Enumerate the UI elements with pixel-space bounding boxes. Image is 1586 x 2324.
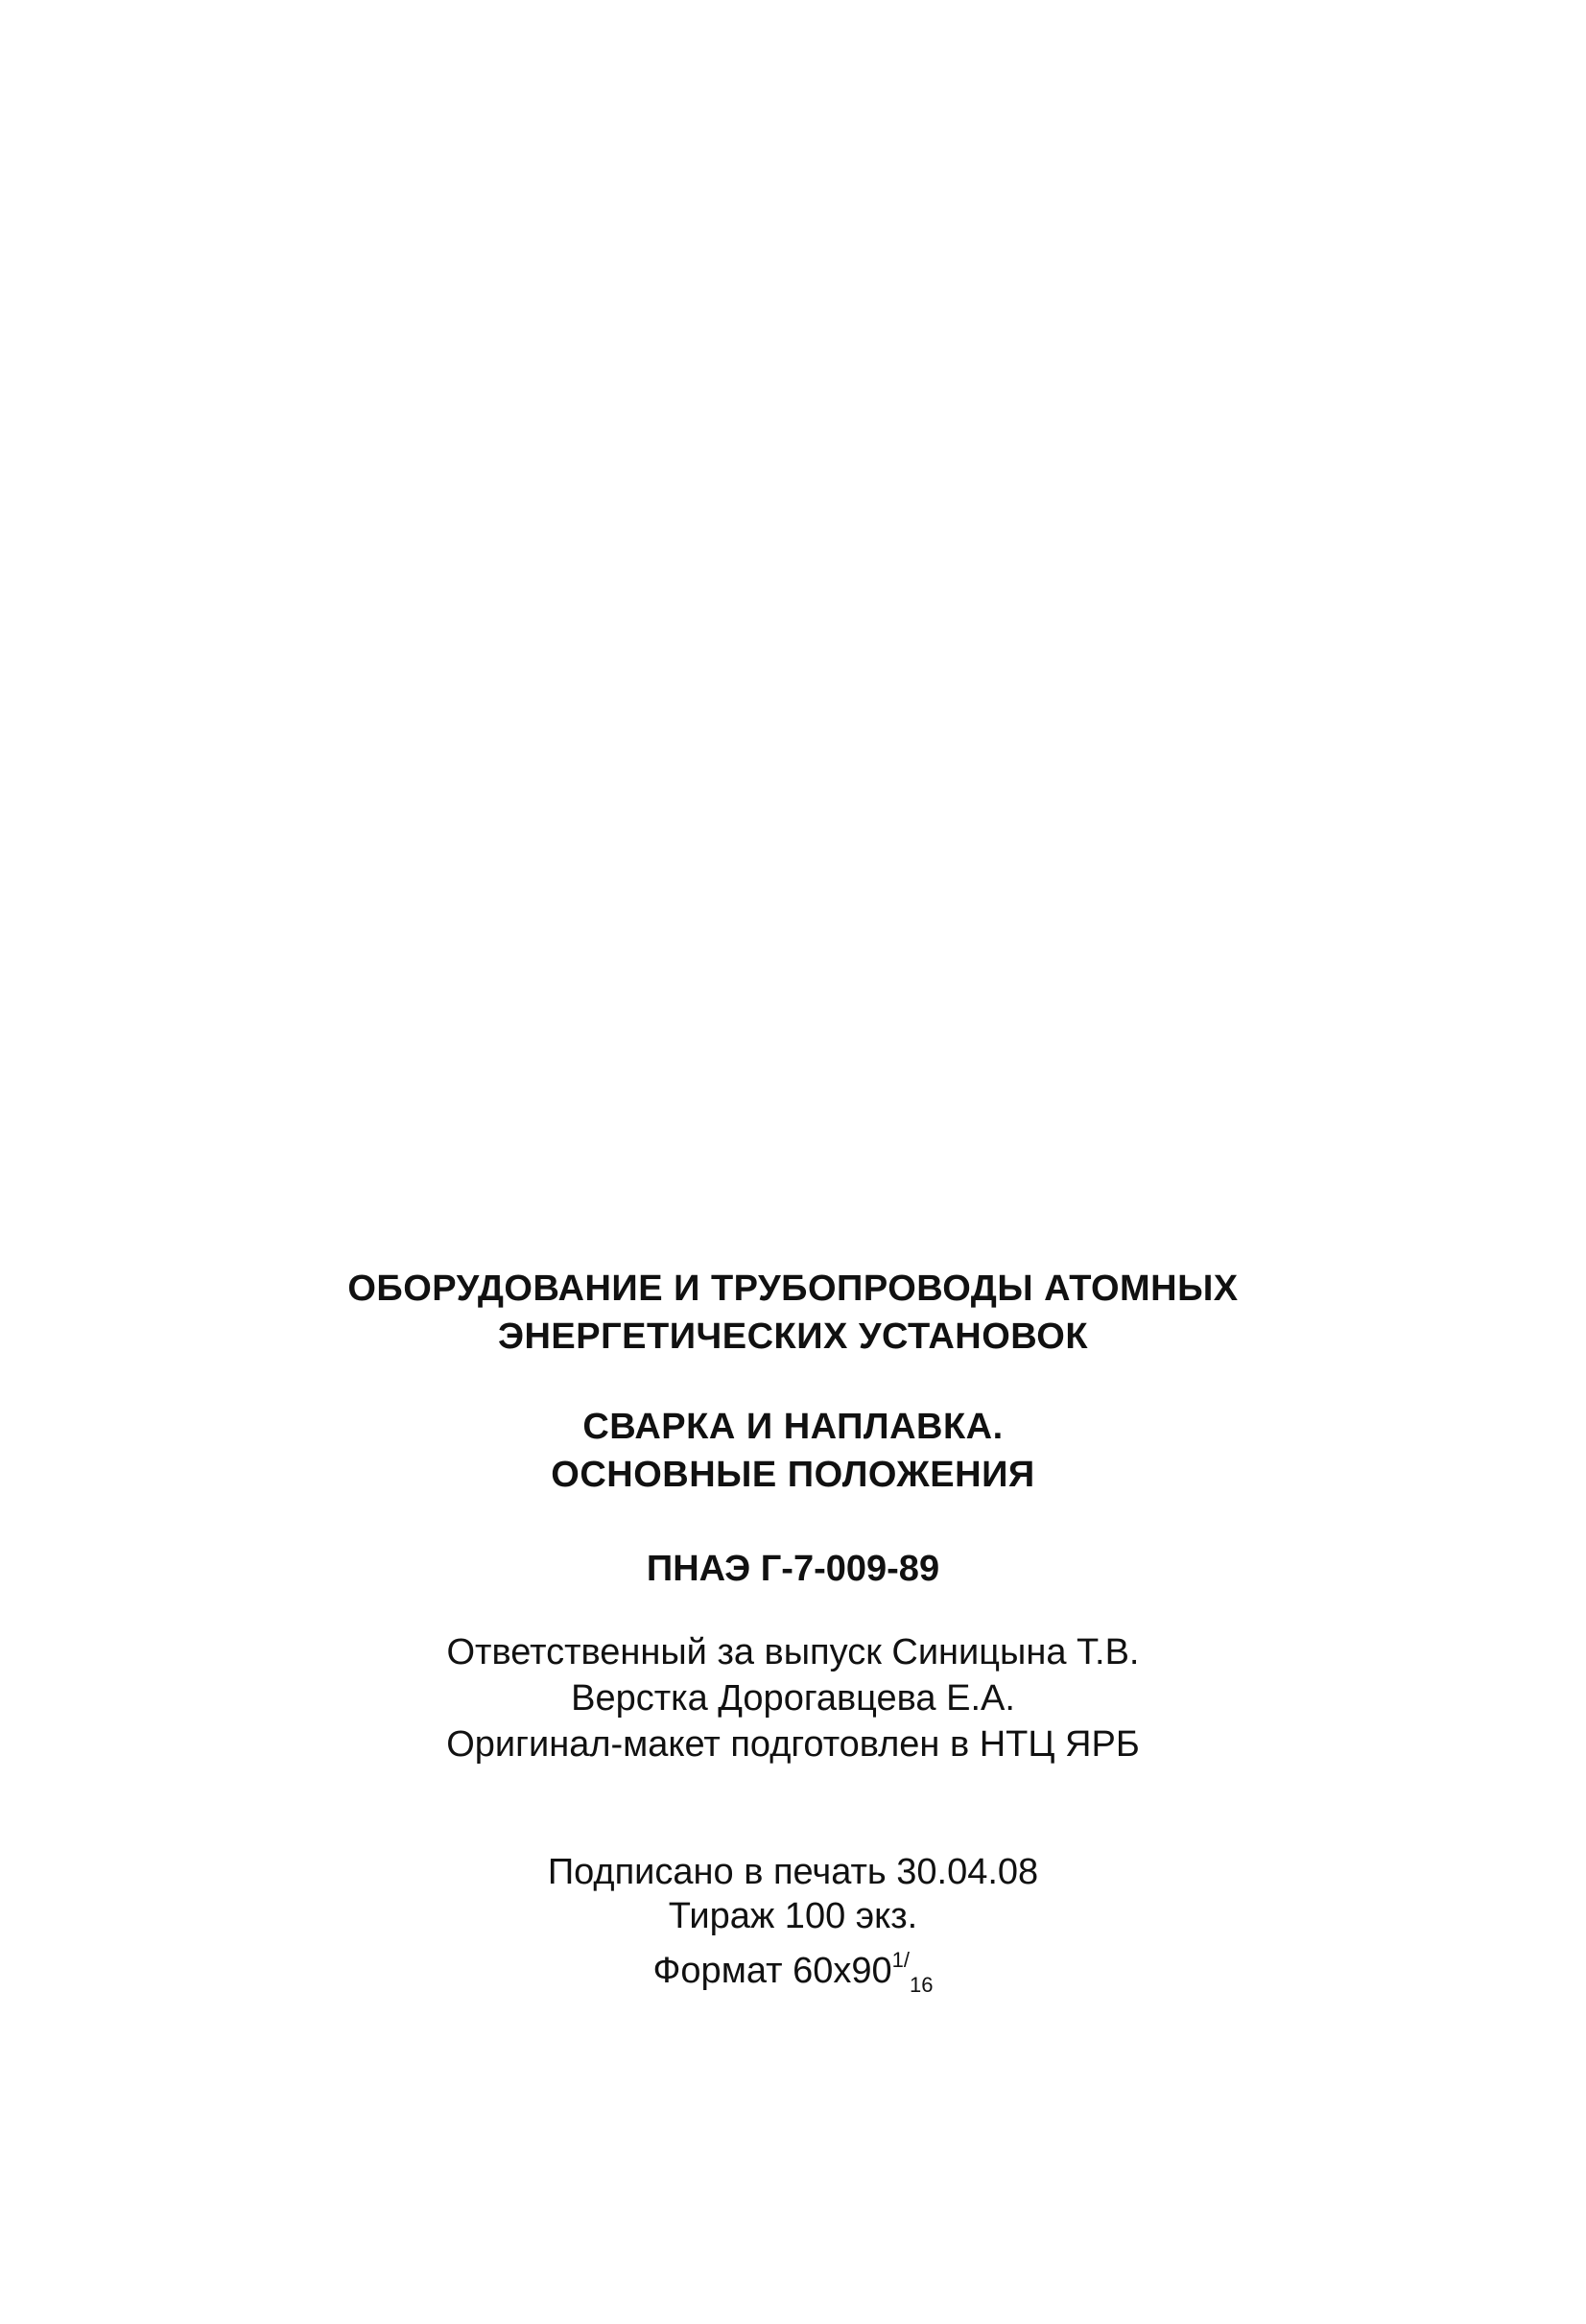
credit-layout: Верстка Дорогавцева Е.А. (571, 1678, 1015, 1719)
document-title (0, 1265, 1586, 1361)
credit-original: Оригинал-макет подготовлен в НТЦ ЯРБ (446, 1724, 1140, 1765)
credit-responsible: Ответственный за выпуск Синицына Т.В. (446, 1632, 1140, 1672)
document-subtitle (0, 1403, 1586, 1499)
subtitle-line-2: ОСНОВНЫЕ ПОЛОЖЕНИЯ (551, 1455, 1035, 1495)
title-line-1: ОБОРУДОВАНИЕ И ТРУБОПРОВОДЫ АТОМНЫХ (347, 1269, 1239, 1309)
document-code-block (0, 1545, 1586, 1593)
credits (0, 1629, 1586, 1767)
imprint-format (0, 1938, 1586, 2007)
imprint-signed: Подписано в печать 30.04.08 (547, 1852, 1039, 1892)
imprint-format-sub: 16 (909, 1973, 934, 1997)
imprint (0, 1850, 1586, 2007)
imprint-print-run: Тираж 100 экз. (668, 1896, 918, 1936)
imprint-format-prefix: Формат 60х90 (652, 1951, 892, 1991)
imprint-format-sup: 1/ (891, 1948, 910, 1972)
document-code: ПНАЭ Г-7-009-89 (646, 1549, 940, 1589)
title-line-2: ЭНЕРГЕТИЧЕСКИХ УСТАНОВОК (497, 1316, 1089, 1357)
subtitle-line-1: СВАРКА И НАПЛАВКА. (582, 1407, 1004, 1447)
